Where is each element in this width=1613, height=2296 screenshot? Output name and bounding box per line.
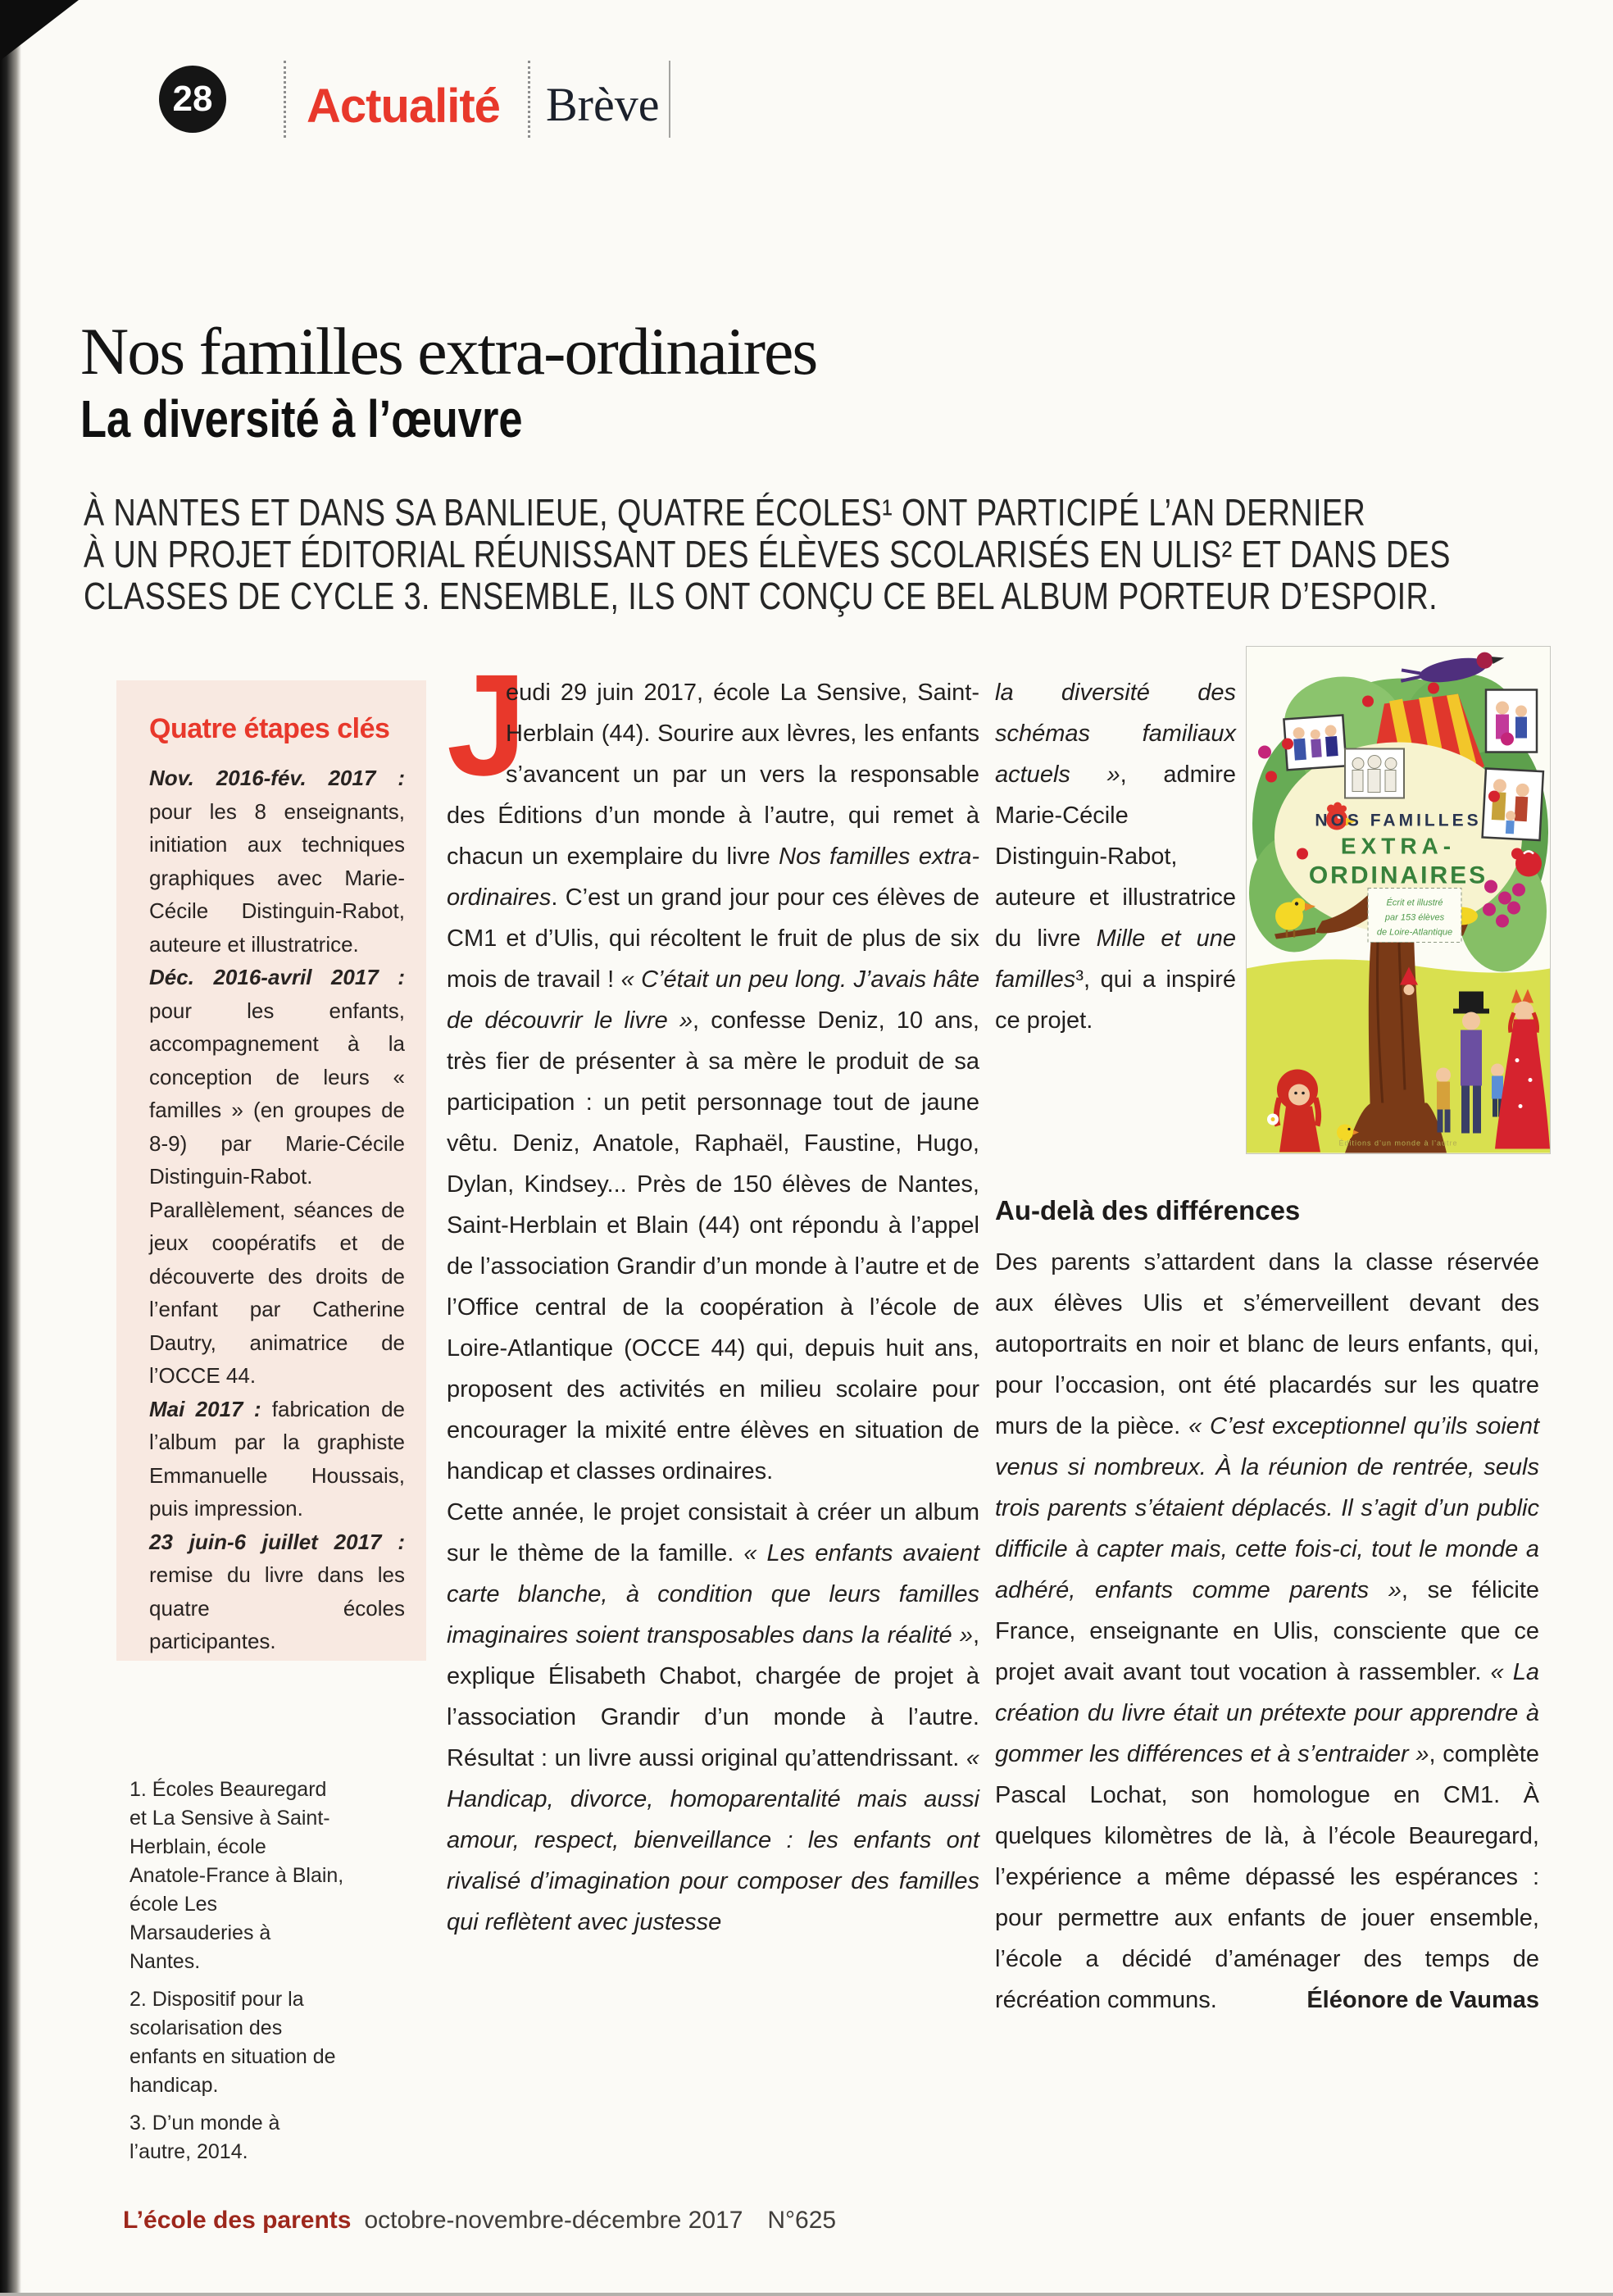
key-step-entry — [149, 762, 405, 961]
family-drawing-frame — [1345, 749, 1404, 798]
article-column-2 — [995, 1242, 1539, 2021]
paragraph-text: eudi 29 juin 2017, école La Sensive, Saint-Herblain (44). Sourire aux lèvres, les enfants s’avancent un par un vers la responsable des Éditions d’un monde à l’autre, qui remet à chacun un exemplaire du livre Nos familles extra-ordinaires. C’est un grand jour pour ces élèves de CM1 et d’Ulis, qui récoltent le fruit de plus de six mois de travail ! « C’était un peu long. J’avais hâte de découvrir le livre », confesse Deniz, 10 ans, très fier de présenter à sa mère le produit de sa participation : un petit personnage tout de jaune vêtu. Deniz, Anatole, Raphaël, Faustine, Hugo, Dylan, Kindsey... Près de 150 élèves de Nantes, Saint-Herblain et Blain (44) ont répondu à l’appel de l’association Grandir d’un monde à l’autre et de l’Office central de la coopération à l’école de Loire-Atlantique (OCCE 44) qui, depuis huit ans, proposent des activités en milieu scolaire pour encourager la mixité entre élèves en situation de handicap et classes ordinaires. — [447, 680, 979, 1484]
header-divider — [528, 61, 530, 138]
cover-title-line2: EXTRA- — [1340, 833, 1456, 859]
article-kicker: Nos familles extra-ordinaires — [80, 314, 817, 389]
article-column-1 — [447, 645, 979, 1943]
key-step-text: remise du livre dans les quatre écoles participantes. — [149, 1562, 405, 1653]
article-paragraph — [447, 645, 979, 1492]
article-title: La diversité à l’œuvre — [80, 389, 523, 448]
footnote: 2. Dispositif pour la scolarisation des enfants en situation de handicap. — [129, 1988, 336, 2097]
family-drawing-frame — [1483, 769, 1543, 841]
key-step-date: 23 juin-6 juillet 2017 : — [149, 1529, 405, 1554]
page-footer — [123, 2207, 836, 2235]
footnote: 1. Écoles Beauregard et La Sensive à Saint-Herblain, école Anatole-France à Blain, école Les Marsauderies à Nantes. — [129, 1778, 344, 1973]
section-heading: Au-delà des différences — [995, 1195, 1301, 1225]
cover-title-line3: ORDINAIRES — [1308, 862, 1488, 889]
page-number: 28 — [172, 79, 213, 119]
subsection-label: Brève — [546, 78, 660, 131]
standfirst-line: CLASSES DE CYCLE 3. ENSEMBLE, ILS ONT CONÇU CE BEL ALBUM PORTEUR D’ESPOIR. — [84, 575, 1438, 617]
sign-line: par 153 élèves — [1384, 912, 1445, 923]
key-step-date: Mai 2017 : — [149, 1396, 261, 1421]
key-step-text: fabrication de l’album par la graphiste Emmanuelle Houssais, puis impression. — [149, 1396, 405, 1521]
book-cover-image — [1246, 646, 1551, 1154]
magazine-name: L’école des parents — [123, 2207, 352, 2234]
sign-line: de Loire-Atlantique — [1376, 927, 1453, 938]
key-steps-box — [116, 680, 426, 1661]
cover-sign — [1368, 889, 1461, 943]
article-paragraph: Des parents s’attardent dans la classe réservée aux élèves Ulis et s’émerveillent devant des autoportraits en noir et blanc de leurs enfants, qui, pour l’occasion, ont été placardés sur les quatre murs de la pièce. « C’est exceptionnel qu’ils soient venus si nombreux. À la réunion de rentrée, seuls trois parents s’étaient déplacés. Il s’agit d’un public difficile à capter mais, cette fois-ci, tout le monde a adhéré, enfants comme parents », se félicite France, enseignante en Ulis, consciente que ce projet avait avant tout vocation à rassembler. « La création du livre était un prétexte pour apprendre à gommer les différences et à s’entraider », complète Pascal Lochat, son homologue en CM1. À quelques kilomètres de là, à l’école Beauregard, l’expérience a même dépassé les espérances : pour permettre aux enfants de jouer ensemble, l’école a décidé d’aménager des temps de récréation communs. — [995, 1249, 1540, 2013]
key-step-text: pour les enfants, accompagnement à la conception de leurs « familles » (en groupes de 8-9) par Marie-Cécile Distinguin-Rabot. Parallèlement, séances de jeux coopératifs et de découverte des droits de l’enfant par Catherine Dautry, animatrice de l’OCCE 44. — [149, 998, 405, 1388]
standfirst-line: À UN PROJET ÉDITORIAL RÉUNISSANT DES ÉLÈVES SCOLARISÉS EN ULIS² ET DANS DES — [84, 533, 1451, 575]
page-number-badge — [159, 66, 226, 133]
standfirst-line: À NANTES ET DANS SA BANLIEUE, QUATRE ÉCOLES¹ ONT PARTICIPÉ L’AN DERNIER — [84, 491, 1366, 534]
article-paragraph: la diversité des schémas familiaux actuels », admire Marie-Cécile Distinguin-Rabot, auteure et illustratrice du livre Mille et une familles³, qui a inspiré ce projet. — [995, 680, 1236, 1034]
issue-date: octobre-novembre-décembre 2017 — [364, 2207, 743, 2234]
key-step-entry — [149, 1525, 405, 1658]
cover-title-line1: NOS FAMILLES — [1315, 811, 1482, 830]
key-step-date: Déc. 2016-avril 2017 : — [149, 965, 405, 989]
standfirst — [84, 492, 1613, 617]
header-divider — [669, 61, 670, 138]
footnote: 3. D’un monde à l’autre, 2014. — [129, 2112, 280, 2163]
family-drawing-frame — [1284, 715, 1346, 770]
section-label: Actualité — [307, 80, 500, 133]
sign-line: Écrit et illustré — [1386, 898, 1443, 908]
article-paragraph: Cette année, le projet consistait à créer un album sur le thème de la famille. « Les enfants avaient carte blanche, à condition que leurs familles imaginaires soient transposables dans la réalité », explique Élisabeth Chabot, chargée de projet à l’association Grandir d’un monde à l’autre. Résultat : un livre aussi original qu’attendrissant. « Handicap, divorce, homoparentalité mais aussi amour, respect, bienveillance : les enfants ont rivalisé d’imagination pour composer des familles qui reflètent avec justesse — [447, 1499, 979, 1935]
scan-edge-bottom — [0, 2293, 1613, 2296]
key-step-date: Nov. 2016-fév. 2017 : — [149, 766, 405, 790]
key-step-entry — [149, 1393, 405, 1525]
dropcap-letter: J — [447, 645, 527, 806]
scan-edge-left — [0, 0, 21, 2296]
article-column-2-top — [995, 672, 1236, 1041]
author-byline: Éléonore de Vaumas — [1306, 1987, 1539, 2013]
header-divider — [284, 61, 286, 138]
cover-publisher: Éditions d’un monde à l’autre — [1338, 1139, 1458, 1148]
key-step-entry — [149, 961, 405, 1393]
issue-number: N°625 — [767, 2207, 837, 2234]
footnotes — [129, 1775, 347, 2176]
key-steps-title: Quatre étapes clés — [149, 713, 390, 744]
book-cover-illustration — [1247, 647, 1550, 1153]
key-step-text: pour les 8 enseignants, initiation aux techniques graphiques avec Marie-Cécile Distinguin-Rabot, auteure et illustratrice. — [149, 798, 405, 957]
